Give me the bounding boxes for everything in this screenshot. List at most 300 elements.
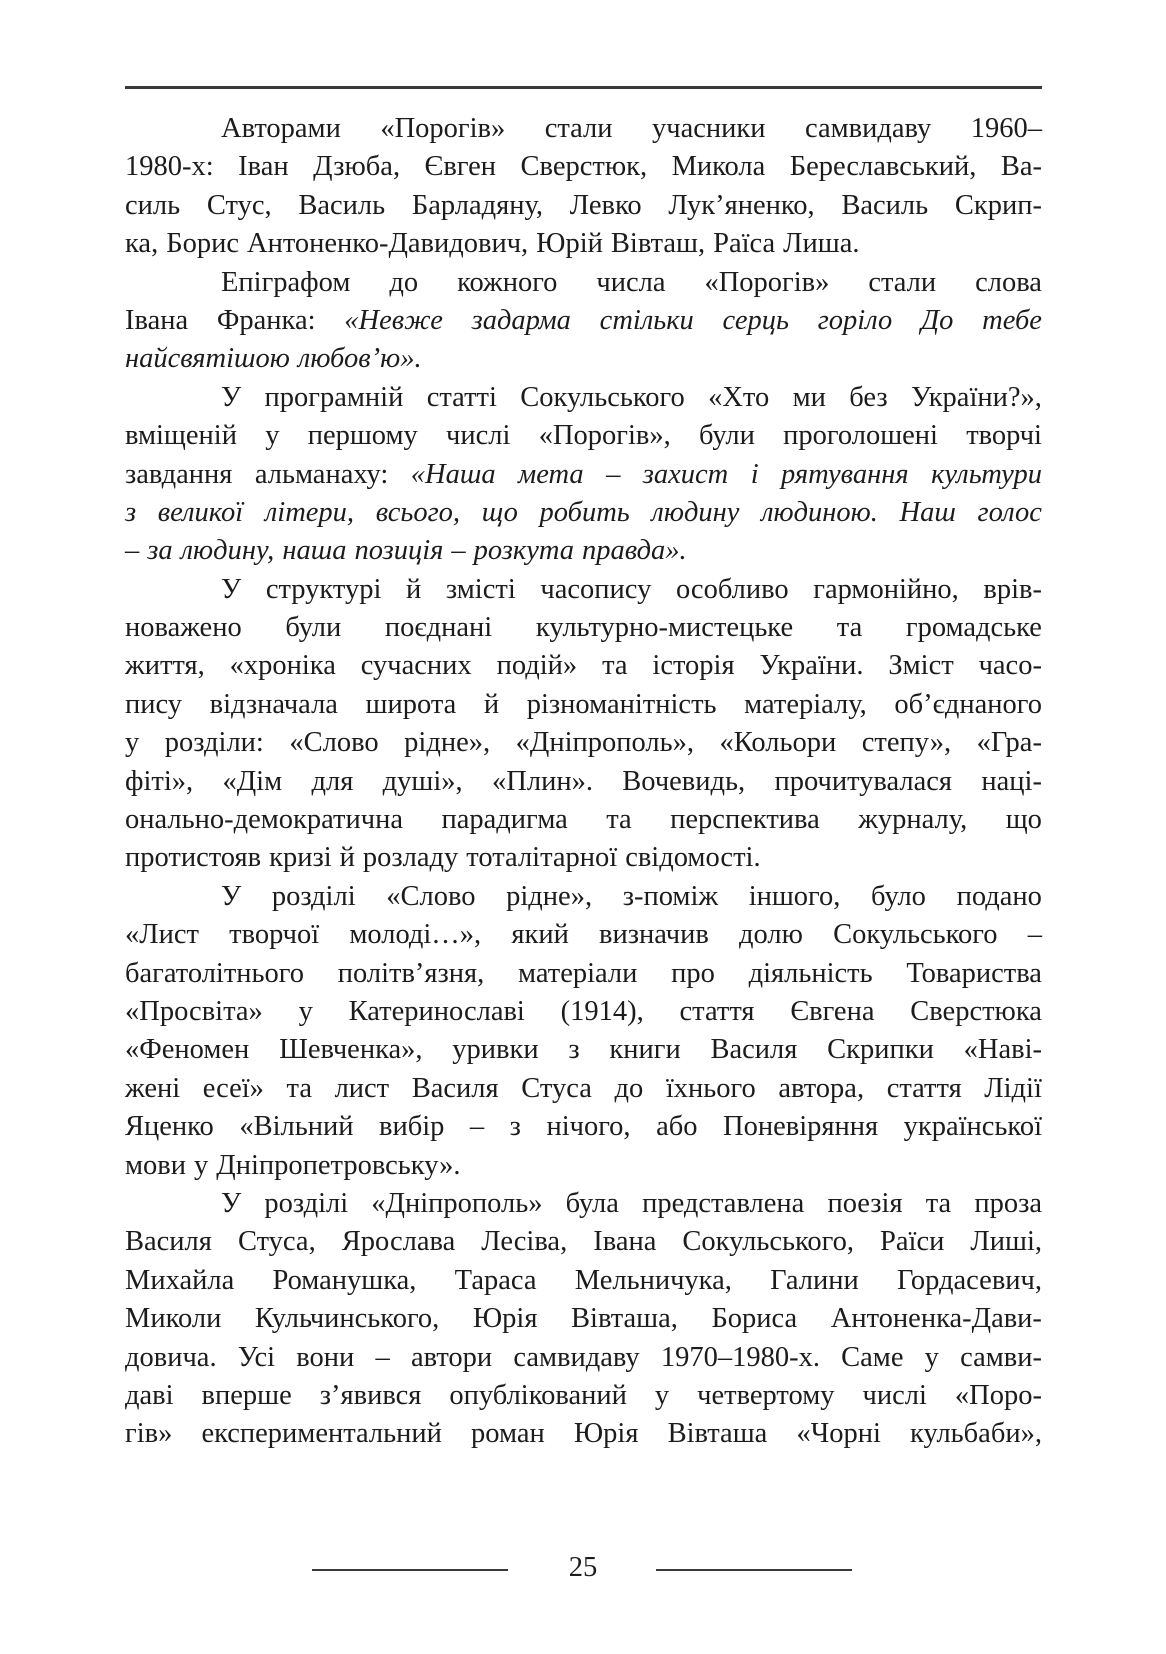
- word: «Феномен: [125, 1034, 250, 1066]
- word: Кульчинського,: [254, 1303, 440, 1335]
- word: Наш: [899, 496, 956, 528]
- word: Мельничука,: [574, 1264, 732, 1296]
- text-line: [125, 1300, 1042, 1338]
- word: Борис: [166, 228, 239, 260]
- text-line: [125, 110, 1042, 148]
- word: уривки: [452, 1034, 539, 1066]
- word: і: [750, 458, 759, 490]
- word: –: [375, 1341, 390, 1373]
- word: степу»,: [861, 727, 952, 759]
- word: журналу,: [858, 804, 968, 836]
- word: У: [221, 1187, 242, 1219]
- word: Галини: [770, 1264, 859, 1296]
- word: Івана: [125, 304, 189, 336]
- word: розділи:: [164, 727, 264, 759]
- word: прочитувалася: [774, 765, 953, 797]
- text-line: [125, 494, 1042, 532]
- word: «Просвіта»: [125, 995, 263, 1027]
- word: їхнього: [665, 1072, 756, 1104]
- word: Лесіва,: [481, 1226, 568, 1258]
- text-line: [125, 1377, 1042, 1415]
- word: «Порогів»: [380, 113, 506, 144]
- word: Вівташа: [667, 1418, 768, 1450]
- word: четвертому: [697, 1379, 835, 1411]
- word: особливо: [675, 573, 789, 605]
- word: «Наша: [410, 458, 496, 490]
- word: проза: [974, 1187, 1042, 1219]
- word: самви-: [960, 1341, 1042, 1373]
- text-line: [125, 609, 1042, 647]
- word: наша: [282, 535, 347, 567]
- word: вперше: [201, 1379, 292, 1411]
- word: 1960–: [970, 113, 1042, 144]
- word: книги: [609, 1034, 681, 1066]
- word: вміщеній: [125, 420, 237, 452]
- word: або: [656, 1111, 698, 1143]
- word: що: [1005, 804, 1042, 836]
- word: Василь: [841, 189, 929, 221]
- word: вони: [296, 1341, 355, 1373]
- word: 1970–1980-х.: [660, 1341, 820, 1373]
- word: роман: [471, 1418, 545, 1450]
- word: була: [565, 1187, 619, 1219]
- text-line: [125, 839, 1042, 877]
- word: культури: [931, 458, 1042, 490]
- word: про: [671, 957, 715, 989]
- word: –: [451, 535, 466, 567]
- page-footer: [0, 1548, 1166, 1588]
- word: Франка:: [216, 304, 316, 336]
- header-rule: [125, 86, 1042, 89]
- word: структурі: [265, 573, 382, 605]
- body-text: [125, 110, 1042, 1454]
- text-line: [125, 724, 1042, 762]
- word: Антоненко-Давидович,: [246, 228, 529, 260]
- word: статті: [426, 381, 497, 413]
- text-line: [125, 647, 1042, 685]
- word: політв’язня,: [337, 957, 485, 989]
- word: матеріали: [518, 957, 638, 989]
- word: були: [285, 612, 342, 644]
- text-line: [125, 993, 1042, 1031]
- text-line: [125, 264, 1042, 302]
- word: Романушка,: [272, 1264, 417, 1296]
- word: робить: [539, 496, 630, 528]
- word: з: [125, 496, 137, 528]
- word: Юрія: [573, 1418, 639, 1450]
- word: Сверстюка: [910, 995, 1042, 1027]
- word: У: [221, 381, 242, 413]
- word: Дзюба,: [313, 151, 401, 183]
- word: у: [298, 995, 313, 1027]
- word: Микола: [671, 151, 766, 183]
- word: представлена: [642, 1187, 805, 1219]
- text-line: [125, 148, 1042, 186]
- word: даві: [125, 1379, 174, 1411]
- word: у: [125, 727, 140, 759]
- text-line: [125, 571, 1042, 609]
- word: Раїси: [880, 1226, 945, 1258]
- word: творчої: [229, 919, 320, 951]
- word: Стуса,: [237, 1226, 316, 1258]
- word: Стус,: [206, 189, 272, 221]
- word: ка,: [125, 228, 159, 260]
- word: «Поро-: [954, 1379, 1042, 1411]
- word: у: [654, 1379, 670, 1411]
- word: сучасних: [360, 650, 472, 682]
- word: й: [339, 842, 355, 874]
- word: Василя: [125, 1226, 212, 1258]
- word: правда».: [582, 535, 687, 567]
- word: гармонійно,: [813, 573, 959, 605]
- text-line: [125, 878, 1042, 916]
- word: Левко: [569, 189, 642, 221]
- text-line: [125, 763, 1042, 801]
- word: Юрій: [536, 228, 603, 260]
- word: У: [221, 880, 242, 912]
- word: поезія: [827, 1187, 903, 1219]
- word: стали: [868, 266, 937, 298]
- word: лист: [334, 1072, 390, 1104]
- word: діяльність: [748, 957, 873, 989]
- word: у: [924, 1341, 939, 1373]
- word: учасники: [652, 113, 766, 144]
- word: опублікований: [449, 1379, 627, 1411]
- word: захист: [642, 458, 729, 490]
- word: стаття: [679, 995, 755, 1027]
- word: часо-: [978, 650, 1042, 682]
- word: подано: [956, 880, 1042, 912]
- word: Євгена: [790, 995, 875, 1027]
- word: Лідії: [984, 1072, 1042, 1104]
- word: України?»,: [911, 381, 1042, 413]
- word: розділі: [264, 1187, 349, 1219]
- word: Зміст: [888, 650, 954, 682]
- word: з-поміж: [622, 880, 719, 912]
- word: «Дім: [222, 765, 283, 797]
- text-line: [125, 340, 1042, 378]
- page-number: 25: [568, 1552, 598, 1583]
- word: Товариства: [906, 957, 1042, 989]
- word: онально-демократична: [125, 804, 404, 836]
- word: великої: [157, 496, 244, 528]
- word: розділі: [271, 880, 356, 912]
- word: всього,: [375, 496, 461, 528]
- word: Раїса: [713, 228, 776, 260]
- text-line: [125, 379, 1042, 417]
- word: парадигма: [441, 804, 568, 836]
- word: горіло: [817, 304, 893, 336]
- text-line: [125, 1185, 1042, 1223]
- word: України.: [759, 650, 864, 682]
- word: кульбаби»,: [910, 1418, 1042, 1450]
- word: Стуса: [521, 1072, 592, 1104]
- word: завдання: [125, 458, 233, 490]
- word: Михайла: [125, 1264, 235, 1296]
- text-line: [125, 1415, 1042, 1453]
- word: для: [311, 765, 354, 797]
- word: та: [606, 804, 632, 836]
- word: Барладяну,: [411, 189, 544, 221]
- text-line: [125, 1108, 1042, 1146]
- word: Епіграфом: [221, 266, 351, 298]
- word: «Вільний: [239, 1111, 354, 1143]
- word: «Слово: [289, 727, 379, 759]
- word: долю: [739, 919, 803, 951]
- footer-rule-left: [312, 1569, 508, 1571]
- word: Дніпропетровську».: [216, 1149, 461, 1181]
- word: рідне»,: [506, 880, 593, 912]
- word: багатолітнього: [125, 957, 305, 989]
- word: Євген: [424, 151, 497, 183]
- word: життя,: [125, 650, 205, 682]
- word: силь: [125, 189, 181, 221]
- word: нічого,: [546, 1111, 631, 1143]
- word: найсвятішою: [125, 343, 290, 375]
- word: ми: [792, 381, 826, 413]
- word: Антоненка-Дави-: [830, 1303, 1042, 1335]
- word: стаття: [886, 1072, 962, 1104]
- word: мета: [518, 458, 584, 490]
- word: кризі: [269, 842, 332, 874]
- word: «Кольори: [719, 727, 837, 759]
- word: проголошені: [783, 420, 938, 452]
- word: Ярослава: [341, 1226, 456, 1258]
- word: «хроніка: [229, 650, 336, 682]
- word: Івана: [593, 1226, 657, 1258]
- word: Лиші,: [970, 1226, 1042, 1258]
- word: широта: [365, 688, 457, 720]
- word: Поневіряння: [723, 1111, 879, 1143]
- word: У: [221, 573, 242, 605]
- word: автора,: [778, 1072, 865, 1104]
- word: Василя: [710, 1034, 798, 1066]
- word: було: [871, 880, 926, 912]
- word: –: [469, 1111, 485, 1143]
- text-line: [125, 1031, 1042, 1069]
- word: й: [406, 573, 422, 605]
- word: –: [1027, 919, 1042, 951]
- word: програмній: [264, 381, 404, 413]
- word: та: [836, 612, 863, 644]
- word: Яценко: [125, 1111, 214, 1143]
- word: числа: [596, 266, 666, 298]
- word: літери,: [264, 496, 355, 528]
- word: стільки: [599, 304, 694, 336]
- word: позиція: [354, 535, 444, 567]
- word: що: [481, 496, 518, 528]
- word: розкута: [473, 535, 575, 567]
- word: Вівташ,: [610, 228, 706, 260]
- word: серць: [722, 304, 789, 336]
- word: Саме: [841, 1341, 904, 1373]
- word: самвидаву: [513, 1341, 640, 1373]
- word: з: [568, 1034, 580, 1066]
- word: Вівташа,: [571, 1303, 678, 1335]
- word: «Дніпрополь»,: [515, 727, 694, 759]
- word: До: [920, 304, 954, 336]
- word: об’єднаного: [894, 688, 1042, 720]
- text-line: [125, 1147, 1042, 1185]
- word: експериментальний: [201, 1418, 442, 1450]
- word: який: [511, 919, 569, 951]
- word: «Слово: [386, 880, 476, 912]
- word: протистояв: [125, 842, 262, 874]
- word: «Дніпрополь»: [371, 1187, 543, 1219]
- word: «Порогів»,: [538, 420, 671, 452]
- word: Сверстюк,: [520, 151, 648, 183]
- word: перспектива: [670, 804, 820, 836]
- word: «Порогів»: [704, 266, 830, 298]
- text-line: [125, 187, 1042, 225]
- word: Скрипки: [827, 1034, 934, 1066]
- word: й: [483, 688, 500, 720]
- word: та: [286, 1072, 312, 1104]
- word: любов’ю».: [297, 343, 422, 375]
- word: «Наві-: [963, 1034, 1042, 1066]
- word: свідомості.: [625, 842, 761, 874]
- word: голос: [977, 496, 1042, 528]
- word: з: [509, 1111, 521, 1143]
- word: культурно-мистецьке: [535, 612, 794, 644]
- word: людину,: [180, 535, 275, 567]
- word: людиною.: [761, 496, 878, 528]
- word: з’явився: [319, 1379, 422, 1411]
- word: числі: [446, 420, 511, 452]
- word: громадське: [905, 612, 1042, 644]
- word: Катеринославі: [348, 995, 525, 1027]
- text-line: [125, 456, 1042, 494]
- word: «Плин».: [492, 765, 593, 797]
- word: числі: [862, 1379, 927, 1411]
- word: у: [194, 1149, 209, 1181]
- word: наці-: [981, 765, 1042, 797]
- word: Юрія: [472, 1303, 538, 1335]
- word: Василь: [298, 189, 386, 221]
- word: 1980-х:: [125, 151, 214, 183]
- text-line: [125, 1262, 1042, 1300]
- text-line: [125, 225, 1042, 263]
- word: «Невже: [344, 304, 443, 336]
- word: Іван: [238, 151, 289, 183]
- word: до: [389, 266, 419, 298]
- word: Сокульського: [833, 919, 998, 951]
- word: пису: [125, 688, 183, 720]
- word: мови: [125, 1149, 186, 1181]
- text-line: [125, 1339, 1042, 1377]
- word: матеріалу,: [744, 688, 867, 720]
- text-line: [125, 1070, 1042, 1108]
- word: стали: [544, 113, 613, 144]
- word: Береславський,: [789, 151, 977, 183]
- text-line: [125, 955, 1042, 993]
- word: довича.: [125, 1341, 217, 1373]
- word: іншого,: [748, 880, 841, 912]
- word: рідне»,: [404, 727, 491, 759]
- word: визначив: [599, 919, 709, 951]
- word: Вочевидь,: [622, 765, 746, 797]
- word: альманаху:: [254, 458, 389, 490]
- word: Скрип-: [954, 189, 1042, 221]
- text-line: [125, 1223, 1042, 1261]
- word: подій»: [496, 650, 578, 682]
- word: Лук’яненко,: [668, 189, 815, 221]
- word: історія: [652, 650, 735, 682]
- text-line: [125, 417, 1042, 455]
- text-line: [125, 302, 1042, 340]
- word: української: [903, 1111, 1042, 1143]
- word: Сокульського: [520, 381, 685, 413]
- word: змісті: [445, 573, 516, 605]
- word: жені: [125, 1072, 181, 1104]
- word: душі»,: [382, 765, 463, 797]
- word: (1914),: [560, 995, 644, 1027]
- footer-rule-right: [656, 1569, 852, 1571]
- word: та: [925, 1187, 952, 1219]
- word: «Чорні: [796, 1418, 881, 1450]
- word: Бориса: [711, 1303, 798, 1335]
- word: людину: [651, 496, 740, 528]
- word: «Гра-: [976, 727, 1042, 759]
- text-line: [125, 532, 1042, 570]
- word: часопису: [540, 573, 652, 605]
- word: Ва-: [1000, 151, 1042, 183]
- word: задарма: [471, 304, 571, 336]
- word: тебе: [982, 304, 1042, 336]
- word: кожного: [457, 266, 558, 298]
- word: новажено: [125, 612, 242, 644]
- word: Василя: [411, 1072, 499, 1104]
- word: Усі: [237, 1341, 276, 1373]
- word: Тараса: [454, 1264, 537, 1296]
- word: «Лист: [125, 919, 199, 951]
- word: відзначала: [209, 688, 338, 720]
- word: та: [602, 650, 628, 682]
- word: поєднані: [384, 612, 493, 644]
- word: гів»: [125, 1418, 173, 1450]
- word: Сокульського,: [682, 1226, 854, 1258]
- word: творчі: [966, 420, 1042, 452]
- word: слова: [975, 266, 1042, 298]
- word: есеї»: [202, 1072, 264, 1104]
- word: рятування: [781, 458, 909, 490]
- word: розладу: [362, 842, 459, 874]
- word: Гордасевич,: [896, 1264, 1042, 1296]
- word: Шевченка»,: [279, 1034, 423, 1066]
- word: вибір: [379, 1111, 445, 1143]
- word: –: [125, 535, 140, 567]
- word: фіті»,: [125, 765, 194, 797]
- word: Лиша.: [783, 228, 860, 260]
- word: автори: [410, 1341, 493, 1373]
- word: молоді…»,: [349, 919, 482, 951]
- word: були: [698, 420, 755, 452]
- word: за: [147, 535, 173, 567]
- word: до: [614, 1072, 644, 1104]
- word: «Хто: [708, 381, 770, 413]
- text-line: [125, 801, 1042, 839]
- word: –: [606, 458, 621, 490]
- word: тоталітарної: [466, 842, 618, 874]
- word: Авторами: [221, 113, 341, 144]
- text-line: [125, 916, 1042, 954]
- text-line: [125, 686, 1042, 724]
- word: самвидаву: [804, 113, 932, 144]
- word: без: [849, 381, 888, 413]
- word: у: [265, 420, 280, 452]
- word: різноманітність: [526, 688, 717, 720]
- word: врів-: [983, 573, 1042, 605]
